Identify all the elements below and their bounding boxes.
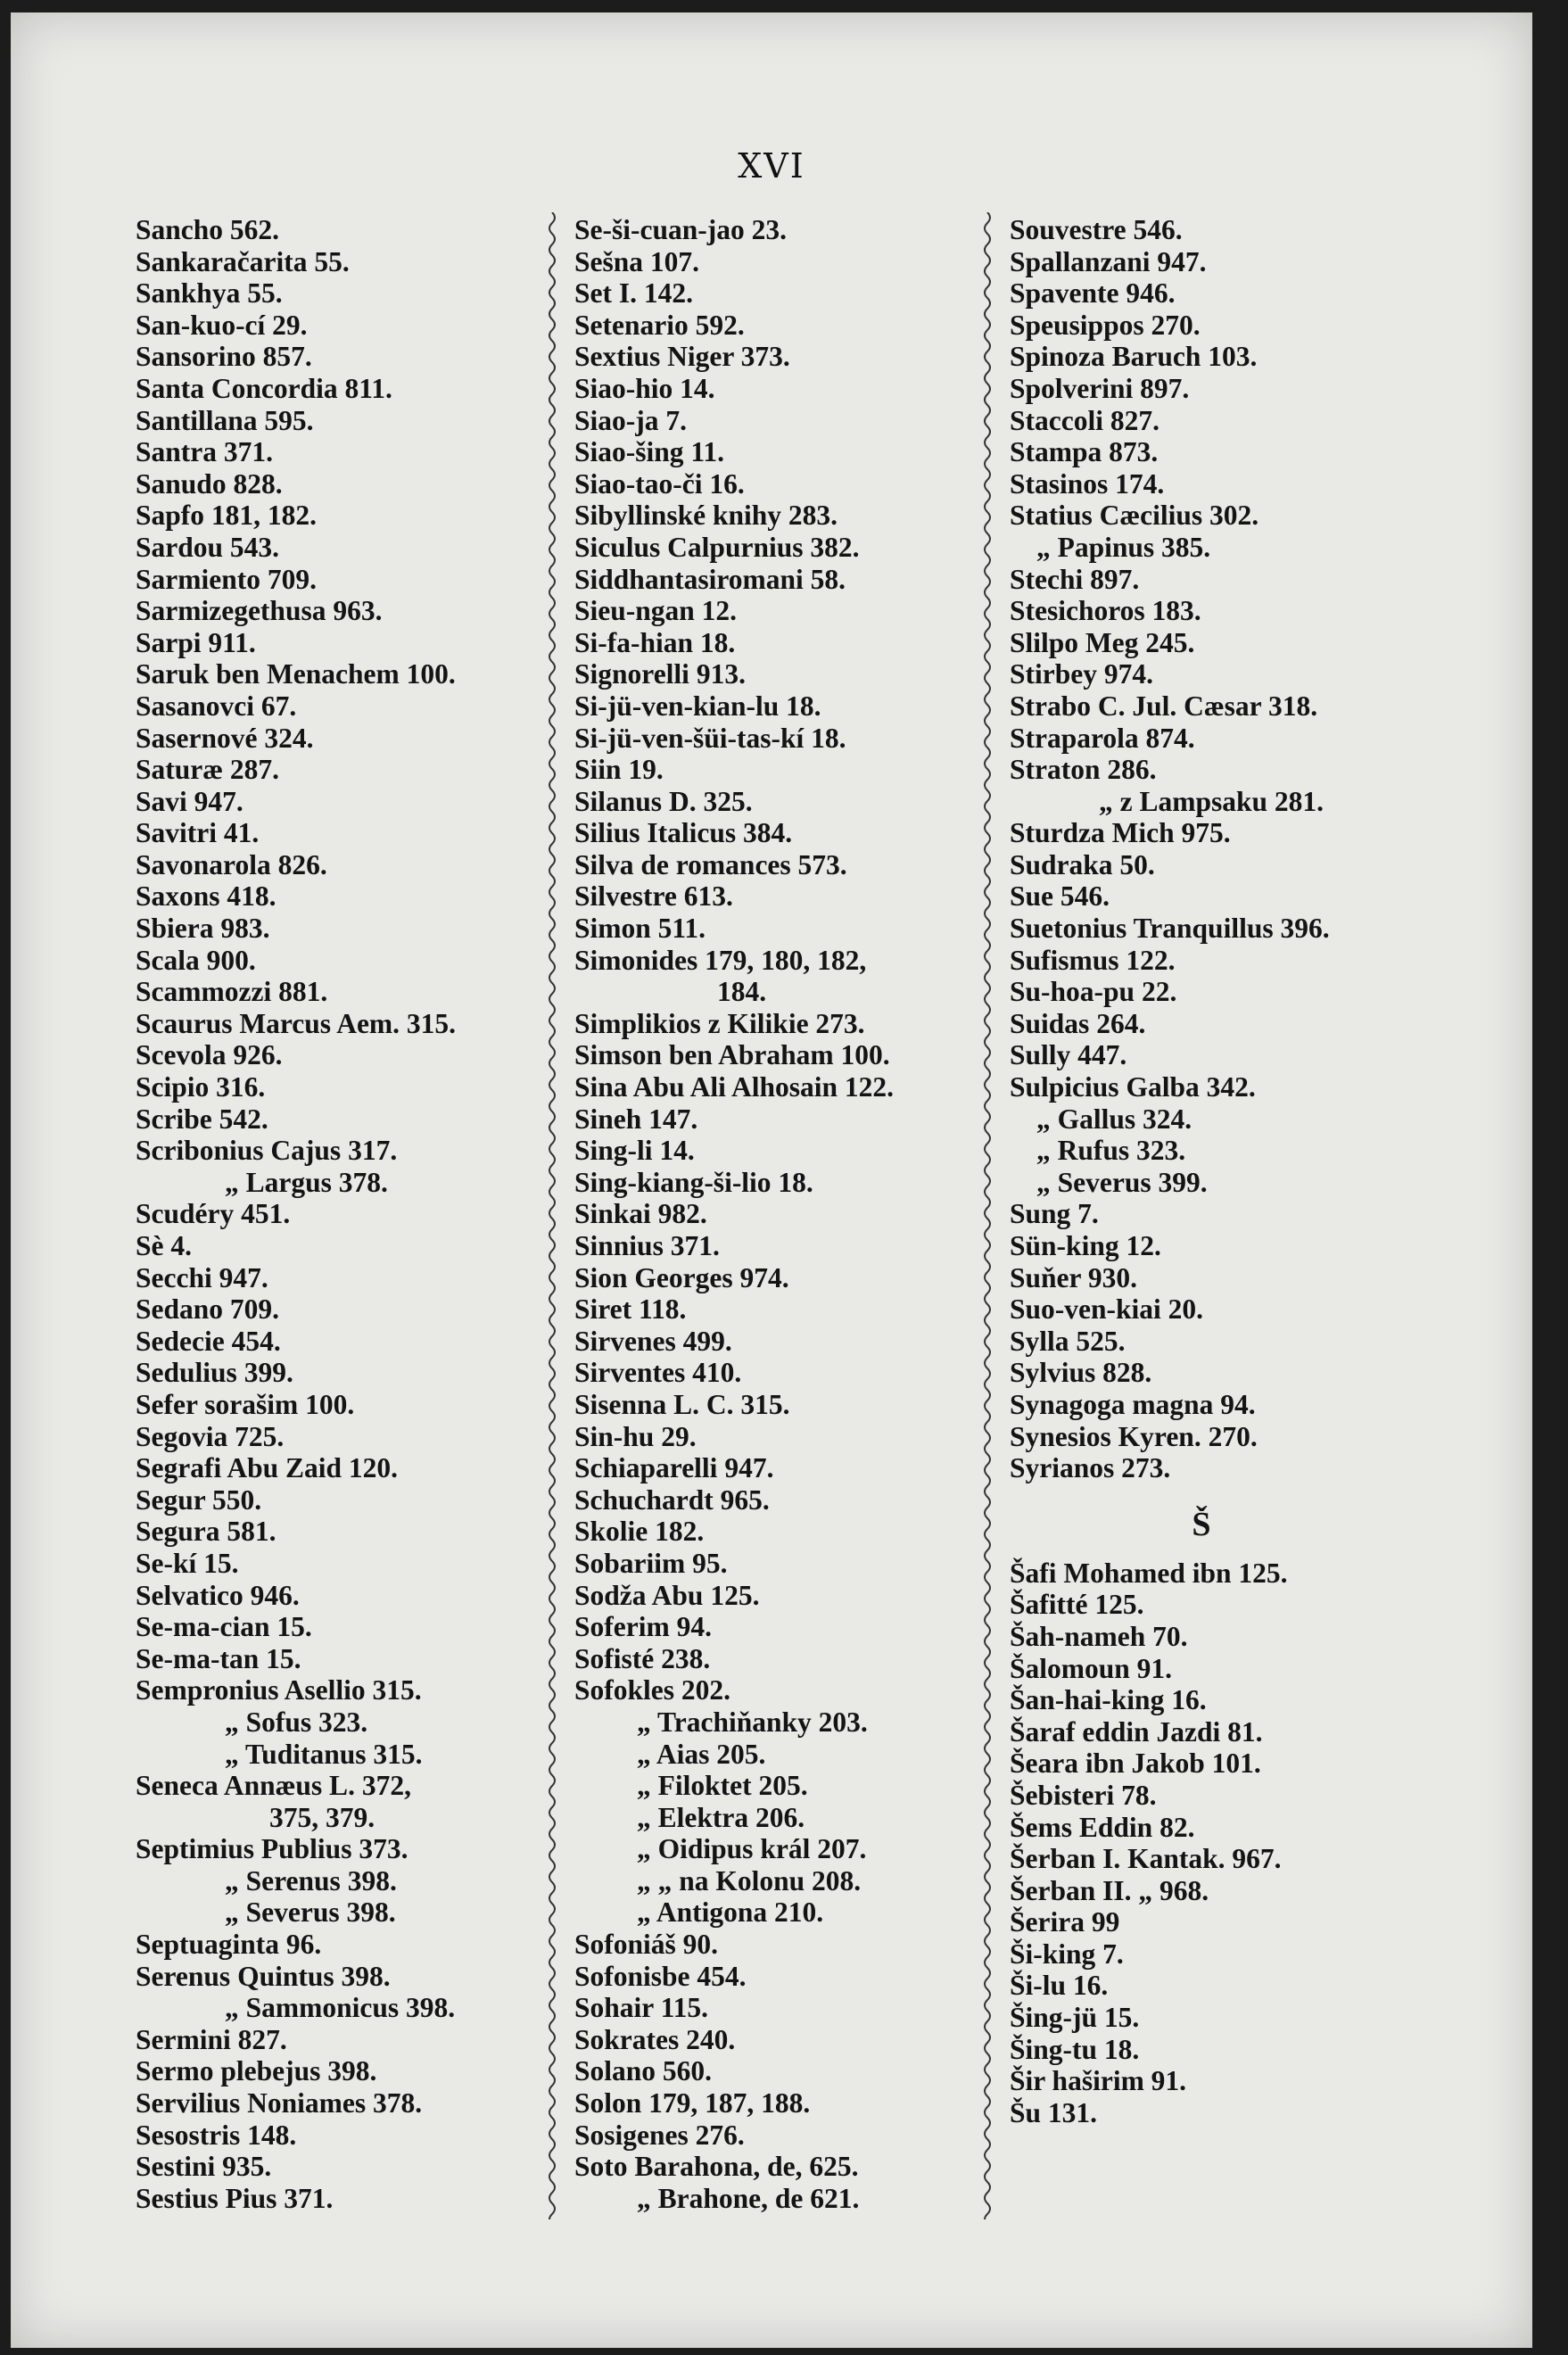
index-entry: Siao-šing 11. [574,436,725,468]
index-entry: Sestius Pius 371. [136,2182,334,2214]
index-entry: Sisenna L. C. 315. [574,1388,790,1420]
index-entry: Šerira 99 [1010,1906,1120,1938]
index-entry: Sarmizegethusa 963. [136,595,383,627]
index-entry: Sing-kiang-ši-lio 18. [574,1166,813,1198]
index-entry: Septuaginta 96. [136,1929,322,1961]
index-entry: Segura 581. [136,1516,276,1548]
index-entry: „ Sofus 323. [225,1706,368,1738]
index-entry: Sineh 147. [574,1103,698,1135]
index-entry: Šan-hai-king 16. [1010,1684,1207,1716]
index-entry: Šebisteri 78. [1010,1779,1157,1811]
index-entry: Selvatico 946. [136,1579,300,1611]
index-entry: Ši-king 7. [1010,1938,1124,1970]
index-entry: Santillana 595. [136,404,314,436]
index-entry: Su-hoa-pu 22. [1010,976,1177,1008]
index-entry: Schuchardt 965. [574,1483,770,1516]
index-entry: 375, 379. [269,1801,375,1833]
index-entry: Segovia 725. [136,1420,285,1452]
index-entry: Solano 560. [574,2055,713,2087]
index-entry: „ Antigona 210. [637,1896,824,1929]
index-entry: Sextius Niger 373. [574,341,790,373]
index-entry: „ Elektra 206. [637,1801,805,1833]
index-entry: Suidas 264. [1010,1007,1146,1039]
index-entry: Sesostris 148. [136,2119,297,2151]
index-entry: Šeara ibn Jakob 101. [1010,1748,1261,1780]
index-entry: Stampa 873. [1010,436,1159,468]
index-entry: Syrianos 273. [1010,1452,1171,1484]
index-entry: Se-kí 15. [136,1547,239,1579]
index-entry: Sinkai 982. [574,1198,707,1230]
index-entry: Sešna 107. [574,245,700,277]
index-entry: Saxons 418. [136,880,276,913]
index-entry: „ Severus 398. [225,1896,396,1929]
index-entry: Sermini 827. [136,2023,287,2055]
index-entry: Sarmiento 709. [136,563,317,595]
index-entry: Suo-ven-kiai 20. [1010,1293,1204,1326]
index-entry: „ Trachiňanky 203. [637,1706,868,1738]
index-entry: Siao-ja 7. [574,404,687,436]
index-entry: Sapfo 181, 182. [136,500,318,532]
index-entry: Segrafi Abu Zaid 120. [136,1452,399,1484]
index-entry: Sohair 115. [574,1992,708,2024]
index-entry: Sarpi 911. [136,626,256,658]
index-entry: Saturæ 287. [136,754,280,786]
index-entry: Stasinos 174. [1010,467,1165,500]
index-entry: Sinnius 371. [574,1230,720,1261]
index-entry: Setenario 592. [574,309,745,341]
index-column-1 [136,214,456,2214]
index-entry: Sempronius Asellio 315. [136,1674,422,1706]
index-entry: Sudraka 50. [1010,848,1155,880]
index-entry: Soferim 94. [574,1611,712,1643]
index-entry: Sirvenes 499. [574,1325,732,1357]
index-entry: „ Sammonicus 398. [225,1992,456,2024]
index-entry: Simplikios z Kilikie 273. [574,1007,865,1039]
index-entry: Spinoza Baruch 103. [1010,341,1258,373]
index-entry: Schiaparelli 947. [574,1452,774,1484]
index-entry: Simon 511. [574,913,706,945]
index-entry: Stirbey 974. [1010,658,1153,690]
index-entry: Siddhantasiromani 58. [574,563,846,595]
index-entry: Si-jü-ven-kian-lu 18. [574,690,821,722]
index-entry: Santra 371. [136,436,274,468]
index-entry: Sobariim 95. [574,1547,728,1579]
index-entry: 184. [717,976,767,1008]
index-entry: Straparola 874. [1010,722,1195,754]
index-entry: Sylvius 828. [1010,1357,1152,1389]
index-entry: Synagoga magna 94. [1010,1388,1256,1420]
index-entry: Sedano 709. [136,1293,280,1326]
index-entry: Se-ma-cian 15. [136,1611,312,1643]
index-entry: Sefer sorašim 100. [136,1388,355,1420]
index-entry: Soto Barahona, de, 625. [574,2151,859,2183]
index-entry: Secchi 947. [136,1261,268,1293]
index-entry: Si-jü-ven-šüi-tas-kí 18. [574,722,846,754]
index-entry: Servilius Noniames 378. [136,2087,423,2120]
index-entry: Spallanzani 947. [1010,245,1207,277]
index-entry: Šu 131. [1010,2096,1098,2128]
index-entry: Sirventes 410. [574,1357,742,1389]
index-entry: Sardou 543. [136,531,280,563]
index-entry: Se-ma-tan 15. [136,1642,301,1674]
index-entry: Scaurus Marcus Aem. 315. [136,1007,457,1039]
index-entry: Sün-king 12. [1010,1230,1161,1261]
index-entry: Sosigenes 276. [574,2119,745,2151]
index-entry: Simson ben Abraham 100. [574,1039,890,1071]
index-entry: Sieu-ngan 12. [574,595,738,627]
index-entry: Siao-hio 14. [574,372,715,404]
index-entry: Scipio 316. [136,1071,266,1103]
index-entry: Se-ši-cuan-jao 23. [574,214,787,245]
index-entry: Sina Abu Ali Alhosain 122. [574,1071,895,1103]
index-entry: Siao-tao-či 16. [574,467,745,500]
index-entry: „ Filoktet 205. [637,1770,808,1802]
index-entry: Suetonius Tranquillus 396. [1010,913,1330,945]
index-entry: Sue 546. [1010,880,1110,913]
index-entry: Sulpicius Galba 342. [1010,1071,1256,1103]
index-entry: Šalomoun 91. [1010,1652,1173,1684]
index-entry: Seneca Annæus L. 372, [136,1770,411,1802]
index-entry: „ „ na Kolonu 208. [637,1864,862,1896]
index-entry: Statius Cæcilius 302. [1010,500,1259,532]
index-entry: Scammozzi 881. [136,976,328,1008]
index-entry: Šing-tu 18. [1010,2033,1140,2065]
index-entry: Silius Italicus 384. [574,817,793,849]
index-entry: „ Tuditanus 315. [225,1738,423,1770]
index-entry: Slilpo Meg 245. [1010,626,1195,658]
index-entry: Sturdza Mich 975. [1010,817,1231,849]
index-column-2 [574,214,894,2214]
index-entry: Siin 19. [574,754,664,786]
index-entry: Set I. 142. [574,277,693,310]
index-column-3 [1010,214,1393,2128]
index-entry: „ Severus 399. [1036,1166,1208,1198]
index-entry: Sung 7. [1010,1198,1099,1230]
index-entry: Sè 4. [136,1230,192,1261]
index-entry: Spolverini 897. [1010,372,1190,404]
column-divider [981,212,994,2219]
index-entry: Šir haširim 91. [1010,2065,1187,2097]
index-entry: Sully 447. [1010,1039,1127,1071]
index-entry: Santa Concordia 811. [136,372,392,404]
index-entry: Signorelli 913. [574,658,746,690]
index-entry: Savitri 41. [136,817,260,849]
index-entry: Šafi Mohamed ibn 125. [1010,1557,1288,1589]
index-entry: „ Oidipus král 207. [637,1833,867,1865]
index-entry: Šah-nameh 70. [1010,1620,1188,1652]
section-heading: Š [1192,1505,1211,1543]
index-entry: Sofoniáš 90. [574,1929,719,1961]
index-entry: Stechi 897. [1010,563,1140,595]
index-entry: Sofokles 202. [574,1674,731,1706]
book-page [11,12,1532,2348]
index-entry: Solon 179, 187, 188. [574,2087,811,2120]
index-entry: „ Gallus 324. [1036,1103,1193,1135]
index-entry: Scevola 926. [136,1039,283,1071]
index-entry: Sermo plebejus 398. [136,2055,377,2087]
index-entry: Sancho 562. [136,214,280,245]
index-entry: Sokrates 240. [574,2023,736,2055]
index-entry: Šafitté 125. [1010,1589,1144,1621]
index-entry: Siret 118. [574,1293,687,1326]
index-entry: Sylla 525. [1010,1325,1126,1357]
index-entry: Šerban II. „ 968. [1010,1874,1209,1906]
index-entry: Ši-lu 16. [1010,1970,1109,2002]
index-entry: Šaraf eddin Jazdi 81. [1010,1715,1263,1748]
index-entry: Sanudo 828. [136,467,283,500]
index-entry: Sufismus 122. [1010,944,1176,976]
index-entry: Sbiera 983. [136,913,270,945]
index-entry: Serenus Quintus 398. [136,1960,391,1992]
index-entry: „ Aias 205. [637,1738,766,1770]
index-entry: Staccoli 827. [1010,404,1159,436]
index-entry: Synesios Kyren. 270. [1010,1420,1258,1452]
index-entry: Sofonisbe 454. [574,1960,747,1992]
index-entry: Sedulius 399. [136,1357,293,1389]
index-entry: „ Brahone, de 621. [637,2182,860,2214]
index-entry: Skolie 182. [574,1516,705,1548]
index-entry: Šing-jü 15. [1010,2002,1140,2034]
index-entry: Suňer 930. [1010,1261,1137,1293]
index-entry: Savonarola 826. [136,848,327,880]
index-entry: Sofisté 238. [574,1642,711,1674]
page-number: XVI [738,146,805,186]
index-entry: „ Rufus 323. [1036,1135,1186,1167]
index-entry: Sasanovci 67. [136,690,297,722]
index-entry: Sedecie 454. [136,1325,281,1357]
index-entry: Spavente 946. [1010,277,1176,310]
index-entry: Sankaračarita 55. [136,245,350,277]
index-entry: „ Serenus 398. [225,1864,397,1896]
index-entry: Savi 947. [136,785,243,817]
index-entry: Sankhya 55. [136,277,283,310]
index-entry: Silvestre 613. [574,880,733,913]
index-entry: Speusippos 270. [1010,309,1201,341]
index-entry: Septimius Publius 373. [136,1833,409,1865]
index-entry: Sion Georges 974. [574,1261,789,1293]
index-entry: Scala 900. [136,944,256,976]
index-entry: Sansorino 857. [136,341,312,373]
index-entry: Segur 550. [136,1483,262,1516]
index-entry: Sing-li 14. [574,1135,695,1167]
index-entry: Šerban I. Kantak. 967. [1010,1843,1282,1875]
index-entry: Sibyllinské knihy 283. [574,500,838,532]
index-entry: Straton 286. [1010,754,1157,786]
index-entry: Scudéry 451. [136,1198,291,1230]
index-entry: Silva de romances 573. [574,848,847,880]
index-entry: San-kuo-cí 29. [136,309,308,341]
index-entry: „ Papinus 385. [1036,531,1211,563]
index-entry: Saruk ben Menachem 100. [136,658,456,690]
index-entry: Souvestre 546. [1010,214,1183,245]
index-entry: Sasernové 324. [136,722,314,754]
index-entry: Sodža Abu 125. [574,1579,760,1611]
column-divider [546,212,558,2219]
index-entry: „ Largus 378. [225,1166,388,1198]
index-entry: Sestini 935. [136,2151,272,2183]
index-entry: Silanus D. 325. [574,785,753,817]
index-entry: Scribonius Cajus 317. [136,1135,398,1167]
index-entry: Si-fa-hian 18. [574,626,736,658]
index-entry: Šems Eddin 82. [1010,1811,1195,1843]
index-entry: Scribe 542. [136,1103,268,1135]
index-entry: Stesichoros 183. [1010,595,1201,627]
index-entry: „ z Lampsaku 281. [1099,785,1325,817]
index-entry: Strabo C. Jul. Cæsar 318. [1010,690,1318,722]
index-entry: Simonides 179, 180, 182, [574,944,867,976]
index-entry: Siculus Calpurnius 382. [574,531,860,563]
index-entry: Sin-hu 29. [574,1420,697,1452]
